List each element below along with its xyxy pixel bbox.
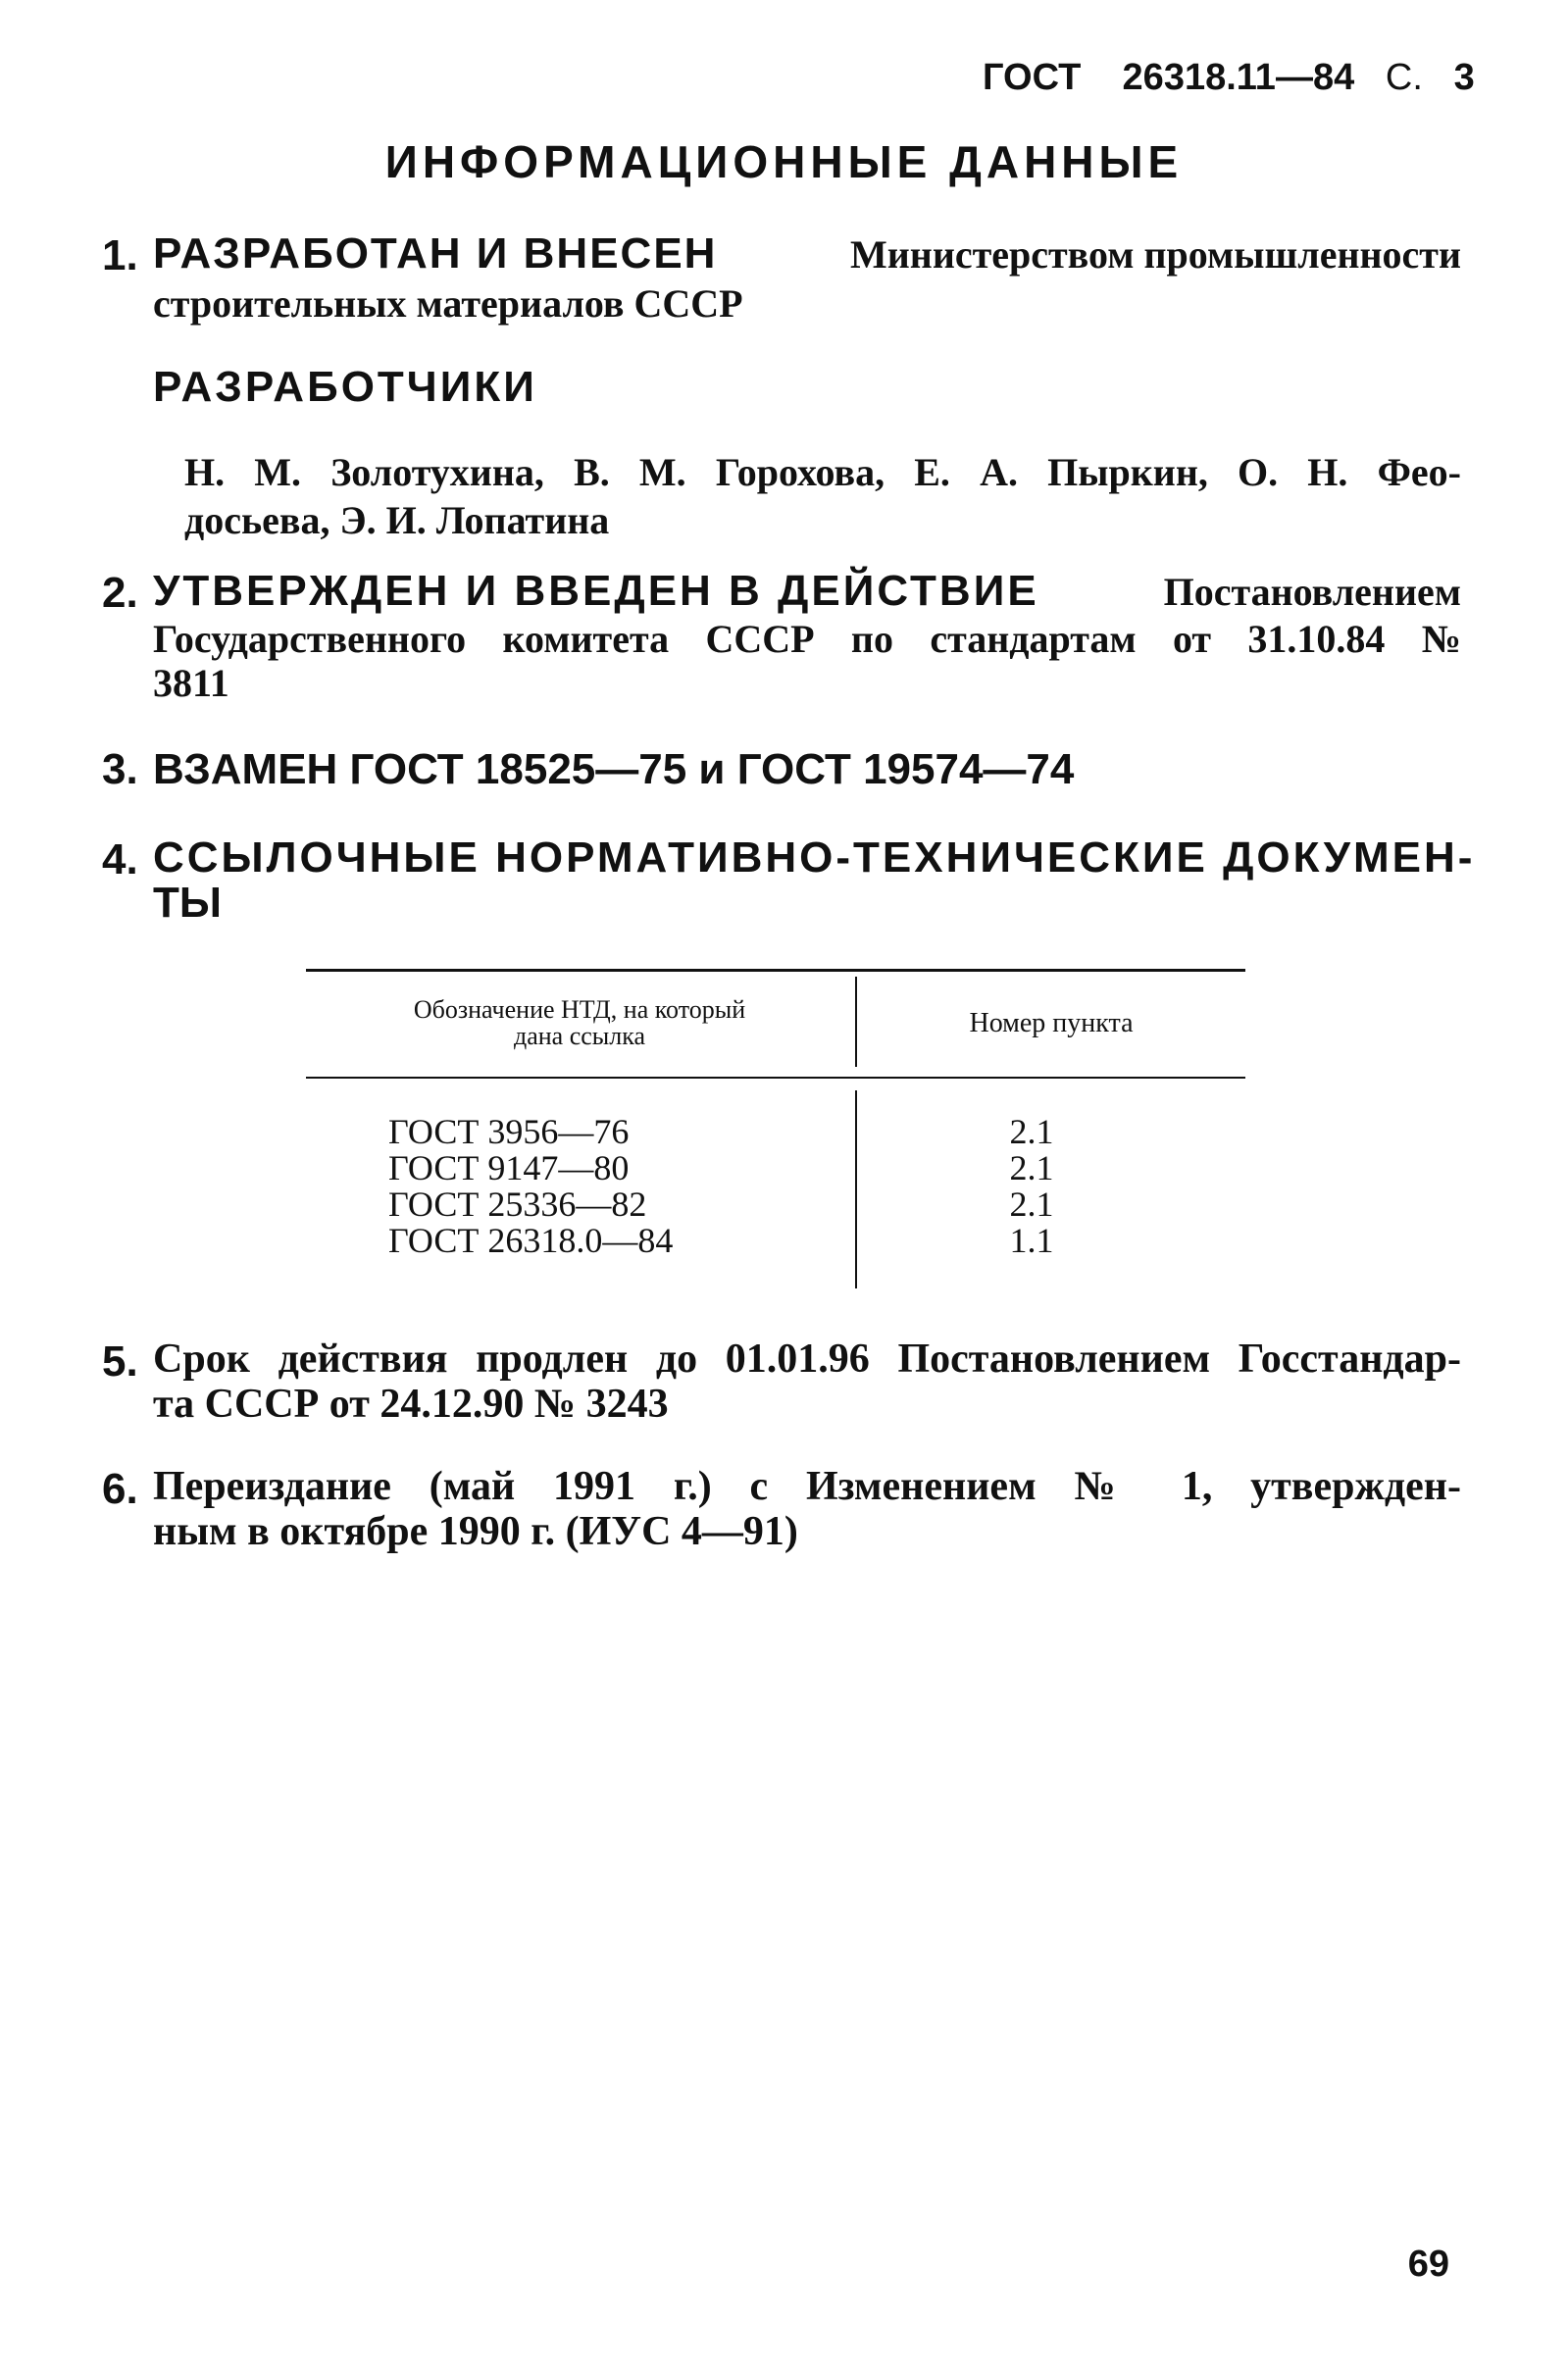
item-2-line2: Государственного комитета СССР по стандартам от 31.10.84 №: [153, 617, 1461, 661]
item-1: [153, 229, 1461, 327]
item-1-line1-rest: Министерством промышленности: [849, 232, 1461, 277]
item-4: [153, 833, 1476, 928]
item-4-number: 4.: [102, 835, 138, 883]
table-row-clause: 2.1: [1009, 1185, 1054, 1224]
col2-header: Номер пункта: [969, 1008, 1134, 1038]
table-row-clause: 2.1: [1009, 1148, 1054, 1187]
item-1-number: 1.: [102, 231, 138, 279]
item-6: [153, 1463, 1461, 1555]
item-3-number: 3.: [102, 745, 138, 793]
table-header-rule: [306, 1077, 1245, 1079]
table-clause-column: [983, 1114, 1081, 1259]
item-2: [153, 567, 1461, 706]
col1-header-line1: Обозначение НТД, на который: [413, 995, 746, 1024]
item-4-line1: ССЫЛОЧНЫЕ НОРМАТИВНО-ТЕХНИЧЕСКИЕ ДОКУМЕН-: [153, 833, 1476, 882]
item-2-lead: УТВЕРЖДЕН И ВВЕДЕН В ДЕЙСТВИЕ: [153, 567, 1039, 615]
table-row-clause: 2.1: [1009, 1112, 1054, 1151]
table-row-doc: ГОСТ 3956—76: [388, 1112, 630, 1151]
table-row-doc: ГОСТ 25336—82: [388, 1185, 647, 1224]
item-5-line1: Срок действия продлен до 01.01.96 Постановлением Госстандар-: [153, 1337, 1461, 1382]
table-row-doc: ГОСТ 26318.0—84: [388, 1221, 674, 1260]
item-1-line2: строительных материалов СССР: [153, 281, 743, 326]
header-standard: ГОСТ: [983, 57, 1082, 98]
table-row-clause: 1.1: [1009, 1221, 1054, 1260]
item-6-line2: ным в октябре 1990 г. (ИУС 4—91): [153, 1509, 798, 1554]
developers-line1: Н. М. Золотухина, В. М. Горохова, Е. А. Пыркин, О. Н. Фео-: [184, 450, 1461, 494]
document-header: [983, 57, 1475, 99]
header-page-number: 3: [1453, 57, 1475, 98]
item-6-line1: Переиздание (май 1991 г.) с Изменением № 1, утвержден-: [153, 1464, 1461, 1509]
item-5-line2: та СССР от 24.12.90 № 3243: [153, 1382, 669, 1427]
developers-heading: РАЗРАБОТЧИКИ: [153, 363, 537, 411]
item-5-number: 5.: [102, 1337, 138, 1386]
table-doc-column: [388, 1114, 673, 1259]
col1-header-line2: дана ссылка: [513, 1022, 646, 1050]
item-2-line3: 3811: [153, 661, 229, 705]
developers-line2: досьева, Э. И. Лопатина: [184, 498, 610, 542]
item-6-number: 6.: [102, 1465, 138, 1513]
item-2-line1-rest: Постановлением: [1163, 570, 1461, 614]
header-page-label: С.: [1385, 57, 1423, 98]
item-5: [153, 1336, 1461, 1428]
developers-list: [184, 449, 1461, 543]
footer-page-number: 69: [1407, 2244, 1449, 2285]
item-1-lead: РАЗРАБОТАН И ВНЕСЕН: [153, 229, 718, 277]
item-3-text: ВЗАМЕН ГОСТ 18525—75 и ГОСТ 19574—74: [153, 745, 1075, 793]
table-row-doc: ГОСТ 9147—80: [388, 1148, 630, 1187]
page-title: ИНФОРМАЦИОННЫЕ ДАННЫЕ: [384, 136, 1184, 187]
header-code: 26318.11—84: [1122, 57, 1355, 98]
item-2-number: 2.: [102, 569, 138, 617]
table-body-divider: [855, 1090, 857, 1288]
table-top-rule: [306, 969, 1245, 972]
col1-header: [306, 996, 853, 1049]
item-4-line2: ТЫ: [153, 879, 222, 927]
